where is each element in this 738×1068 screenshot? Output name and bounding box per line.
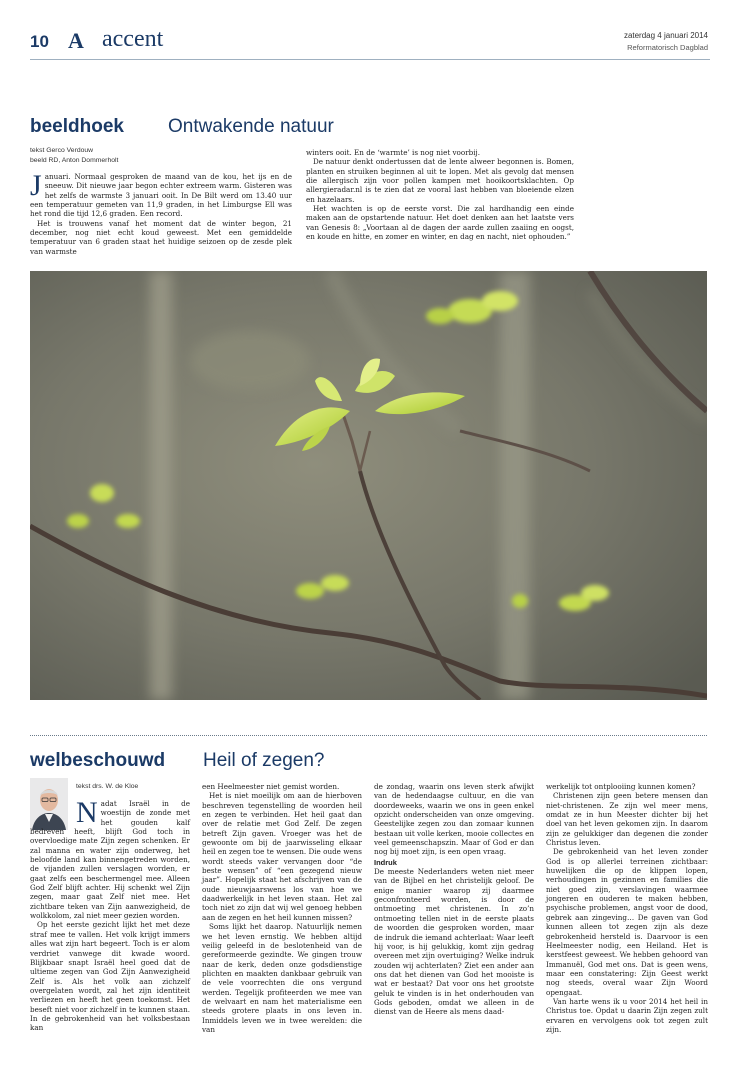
portrait-spacer — [30, 799, 76, 819]
article1-dropcap: J — [30, 169, 42, 202]
article2-paragraph: Van harte wens ik u voor 2014 het heil in Christus toe. Opdat u daarin Zijn zegen zult ervaren en vervolgens ook tot zegen zult zijn. — [546, 996, 708, 1034]
article2-column-4 — [546, 782, 708, 1034]
article1-paragraph: anuari. Normaal gesproken de maand van de kou, het ijs en de sneeuw. Dit nieuwe jaar begon echter extreem warm. Gisteren was het zelfs de warmste 3 januari ooit. In De Bilt werd om 13.40 uur een temperatuur gemeten van 11,9 graden, in het Limburgse Ell was het rond die tijd 12,6 graden. Een record. — [30, 172, 292, 219]
article2-paragraph: adat Israël in de woestijn de zonde met het gouden kalf bedreven heeft, blijft God toch in overvloedige mate Zijn zegen schenken. Er zal manna en water zijn onderweg, het beloofde land kan binnengetreden worden, de vijanden zullen verslagen worden, er gaat zelfs een beschermengel mee. Alleen God Zelf blijft achter. Hij schenkt wel Zijn zegen, maar gaat Zelf niet mee. Het zichtbare teken van Zijn aanwezigheid, de wolkkolom, zal niet meer gezien worden. — [30, 799, 190, 921]
article1-headline: Ontwakende natuur — [168, 116, 334, 137]
article1-credit-photo: beeld RD, Anton Dommerholt — [30, 157, 119, 164]
page-number: 10 — [30, 32, 49, 51]
article1-paragraph: winters ooit. En de ‘warmte’ is nog niet voorbij. — [306, 148, 481, 157]
issue-date: zaterdag 4 januari 2014 — [623, 31, 708, 40]
article2-paragraph: Het is niet moeilijk om aan de hierboven beschreven tegenstelling de woorden heil en zegen te verbinden. Het heil gaat dan over de relatie met God Zelf. De zegen betreft Zijn gaven. Vroeger was het de gewoonte om bij de jaarwisseling elkaar heil en zegen toe te wensen. Die oude wens wordt steeds vaker vervangen door “de beste wensen” of “een gezegend nieuw jaar”. Hopelijk staat het afschrijven van de oude nieuwjaarswens los van hoe we daadwerkelijk in het leven staan. Het zal toch niet zo zijn dat wij wel genoeg hebben aan de zegen en het heil kunnen missen? — [202, 791, 362, 922]
article1-column-2 — [306, 148, 574, 241]
article1-column-1 — [30, 169, 292, 256]
article2-kicker: welbeschouwd — [30, 750, 166, 771]
article2-paragraph: Soms lijkt het daarop. Natuurlijk nemen we het leven ernstig. We hebben altijd veilig geleefd in de beslotenheid van de gereformeerde gezindte. We gingen trouw naar de kerk, deden onze godsdienstige plichten en maakten dankbaar gebruik van de vele voorrechten die ons vergund werden. Tegelijk profiteerden we mee van de welvaart en nam het materialisme een steeds grotere plaats in ons leven in. Inmiddels leven we in twee werelden: die van — [202, 922, 362, 1034]
article2-dropcap: N — [76, 796, 98, 829]
sprouting-twig-photo — [30, 271, 707, 700]
brand-logo: A — [68, 28, 84, 53]
article1-credits — [30, 146, 118, 166]
section-divider — [30, 735, 707, 736]
article1-credit-text: tekst Gerco Verdouw — [30, 147, 94, 154]
article2-credit: tekst drs. W. de Kloe — [76, 783, 139, 790]
article2-headline: Heil of zegen? — [203, 750, 325, 771]
article2-paragraph: Op het eerste gezicht lijkt het met deze straf mee te vallen. Het volk krijgt immers alles wat zijn hart begeert. Toch is er alom verdriet vanwege dit kwade woord. Blijkbaar snapt Israël heel goed dat de ultieme zegen van God Zijn Aanwezigheid Zelf is. Als het volk aan zichzelf overgelaten wordt, zal het zijn identiteit verliezen en heeft het geen toekomst. Het beseft niet voor zichzelf in te kunnen staan. In de gebrokenheid van het volksbestaan kan — [30, 920, 190, 1033]
article2-subhead: Indruk — [374, 857, 397, 867]
section-title: accent — [102, 26, 164, 52]
photo-illustration — [30, 271, 707, 700]
article2-paragraph: werkelijk tot ontplooiing kunnen komen? — [546, 782, 696, 791]
article2-column-3 — [374, 782, 534, 1017]
newspaper-name: Reformatorisch Dagblad — [627, 43, 708, 52]
article2-paragraph: Christenen zijn geen betere mensen dan niet-christenen. Ze zijn wel meer mens, omdat ze in hun Meester dichter bij het doel van het leven gekomen zijn. In daarom zijn ze gelukkiger dan degenen die zonder Christus leven. — [546, 791, 708, 848]
article1-paragraph: Het wachten is op de eerste vorst. Die zal hardhandig een einde maken aan de opstartende natuur. Het doet denken aan het laatste vers van Genesis 8: „Voortaan al de dagen der aarde zullen zaaiing en oogst, en koude en hitte, en zomer en winter, en dag en nacht, niet ophouden.” — [306, 204, 574, 242]
article1-kicker: beeldhoek — [30, 116, 124, 137]
article1-paragraph: De natuur denkt ondertussen dat de lente alweer begonnen is. Bomen, planten en struiken beginnen al uit te lopen. Met als gevolg dat mensen die allergisch zijn voor pollen kampen met hooikoortsklachten. Op allergieradar.nl is te zien dat ze vooral last hebben van bloeiende elzen en hazelaars. — [306, 157, 574, 204]
article2-paragraph: de zondag, waarin ons leven sterk afwijkt van de hedendaagse cultuur, en die van doordeweeks, waarin we ons in geen enkel opzicht onderscheiden van onze omgeving. Geestelijke zegen zou dan zomaar kunnen bestaan uit volle kerken, mooie collectes en veel gemeenschapszin. Maar of God er dan nog bij moet zijn, is een open vraag. — [374, 782, 534, 857]
article1-paragraph: Het is trouwens vanaf het moment dat de winter begon, 21 december, nog niet echt koud geweest. Met een gemiddelde temperatuur van 6 graden staat het huidige seizoen op de zesde plek van warmste — [30, 218, 292, 256]
article2-paragraph: een Heelmeester niet gemist worden. — [202, 782, 340, 791]
article2-paragraph: De gebrokenheid van het leven zonder God is op allerlei terreinen zichtbaar: huwelijken die op de klippen lopen, verhoudingen in gezinnen en families die niet goed zijn, verslavingen waarmee jongeren en ouderen te maken hebben, psychische problemen, angst voor de dood, gebrek aan zingeving… De gaven van God kunnen alleen tot zegen zijn als deze gebrokenheid hersteld is. Daarvoor is een Heelmeester nodig, een Heiland. Het is kerstfeest geweest. We hebben gehoord van Immanuël, God met ons. Dat is geen wens, maar een constatering: Zijn Geest werkt nog steeds, overal waar Zijn Woord opengaat. — [546, 847, 708, 997]
article2-column-1 — [30, 796, 190, 1033]
article2-column-2 — [202, 782, 362, 1034]
article2-paragraph: De meeste Nederlanders weten niet meer van de Bijbel en het christelijk geloof. De enige manier waarop zij daarmee geconfronteerd worden, is door de ontmoeting met christenen. In zo’n ontmoeting tellen niet in de eerste plaats de woorden die gesproken worden, maar de indruk die iemand achterlaat: Waar leeft hij voor, is hij gelukkig, komt zijn gedrag overeen met zijn overtuiging? Welke indruk zouden wij achterlaten? Ziet een ander aan ons dat het dienen van God het mooiste is wat er bestaat? Dat voor ons het grootste geluk te vinden is in het onderhouden van Gods geboden, omdat we alleen in de dienst van de Heere als mens daad- — [374, 867, 534, 1017]
masthead — [30, 26, 710, 60]
